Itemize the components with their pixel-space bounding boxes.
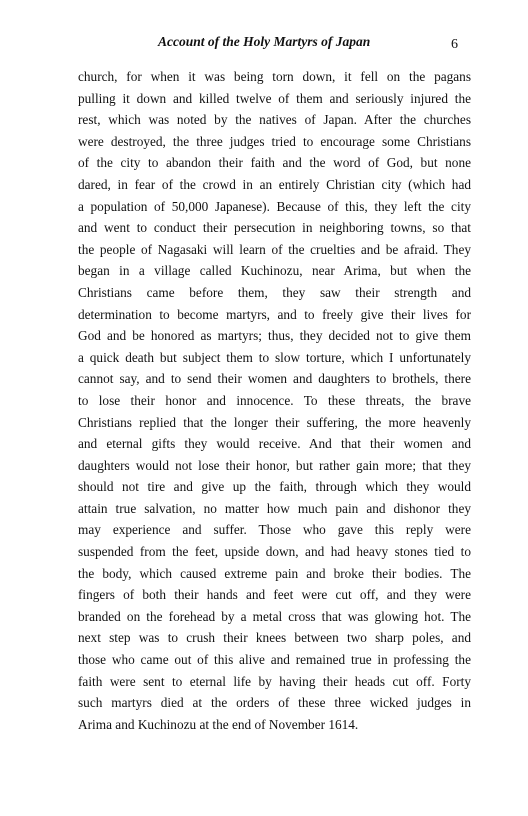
text-line: church, for when it was being torn down, it fell on the pagans bbox=[78, 69, 471, 84]
text-line: suspended from the feet, upside down, and had heavy stones tied to bbox=[78, 544, 471, 560]
text-line: attain true salvation, no matter how much pain and dishonor they bbox=[78, 500, 471, 516]
text-line: were destroyed, the three judges tried to encourage some Christians bbox=[78, 133, 471, 149]
text-line: Christians replied that the longer their suffering, the more heavenly bbox=[78, 414, 471, 430]
text-line: and eternal gifts they would receive. And that their women and bbox=[78, 436, 471, 452]
text-line: of the city to abandon their faith and the word of God, but none bbox=[78, 155, 471, 171]
running-title: Account of the Holy Martyrs of Japan bbox=[158, 34, 371, 49]
text-line: began in a village called Kuchinozu, near Arima, but when the bbox=[78, 263, 471, 279]
text-line: to lose their honor and innocence. To these threats, the brave bbox=[78, 392, 471, 408]
body-paragraph bbox=[78, 66, 471, 735]
text-line: may experience and suffer. Those who gave this reply were bbox=[78, 522, 471, 538]
running-header bbox=[0, 34, 528, 54]
text-line: such martyrs died at the orders of these three wicked judges in bbox=[78, 695, 471, 711]
text-line: daughters would not lose their honor, but rather gain more; that they bbox=[78, 457, 471, 473]
text-line: God and be honored as martyrs; thus, they decided not to give them bbox=[78, 328, 471, 344]
text-line: branded on the forehead by a metal cross that was glowing hot. The bbox=[78, 608, 471, 624]
text-line: a population of 50,000 Japanese). Because of this, they left the city bbox=[78, 198, 471, 214]
text-line: fingers of both their hands and feet were cut off, and they were bbox=[78, 587, 471, 603]
text-line: the body, which caused extreme pain and broke their bodies. The bbox=[78, 565, 471, 581]
text-line: Arima and Kuchinozu at the end of November 1614. bbox=[78, 716, 359, 732]
text-line: faith were sent to eternal life by having their heads cut off. Forty bbox=[78, 673, 471, 689]
text-line: should not tire and give up the faith, through which they would bbox=[78, 479, 471, 495]
text-line: next step was to crush their knees between two sharp poles, and bbox=[78, 630, 471, 646]
text-line: dared, in fear of the crowd in an entirely Christian city (which had bbox=[78, 176, 471, 192]
text-line: the people of Nagasaki will learn of the cruelties and be afraid. They bbox=[78, 241, 471, 257]
text-line: Christians came before them, they saw their strength and bbox=[78, 284, 471, 300]
text-line: those who came out of this alive and remained true in professing the bbox=[78, 652, 471, 668]
text-line: determination to become martyrs, and to freely give their lives for bbox=[78, 306, 471, 322]
text-line: and went to conduct their persecution in neighboring towns, so that bbox=[78, 220, 471, 236]
text-line: cannot say, and to send their women and daughters to brothels, there bbox=[78, 371, 471, 387]
text-line: a quick death but subject them to slow torture, which I unfortunately bbox=[78, 349, 471, 365]
text-line: rest, which was noted by the natives of Japan. After the churches bbox=[78, 112, 471, 128]
text-line: pulling it down and killed twelve of them and seriously injured the bbox=[78, 90, 471, 106]
page-number: 6 bbox=[451, 37, 458, 52]
